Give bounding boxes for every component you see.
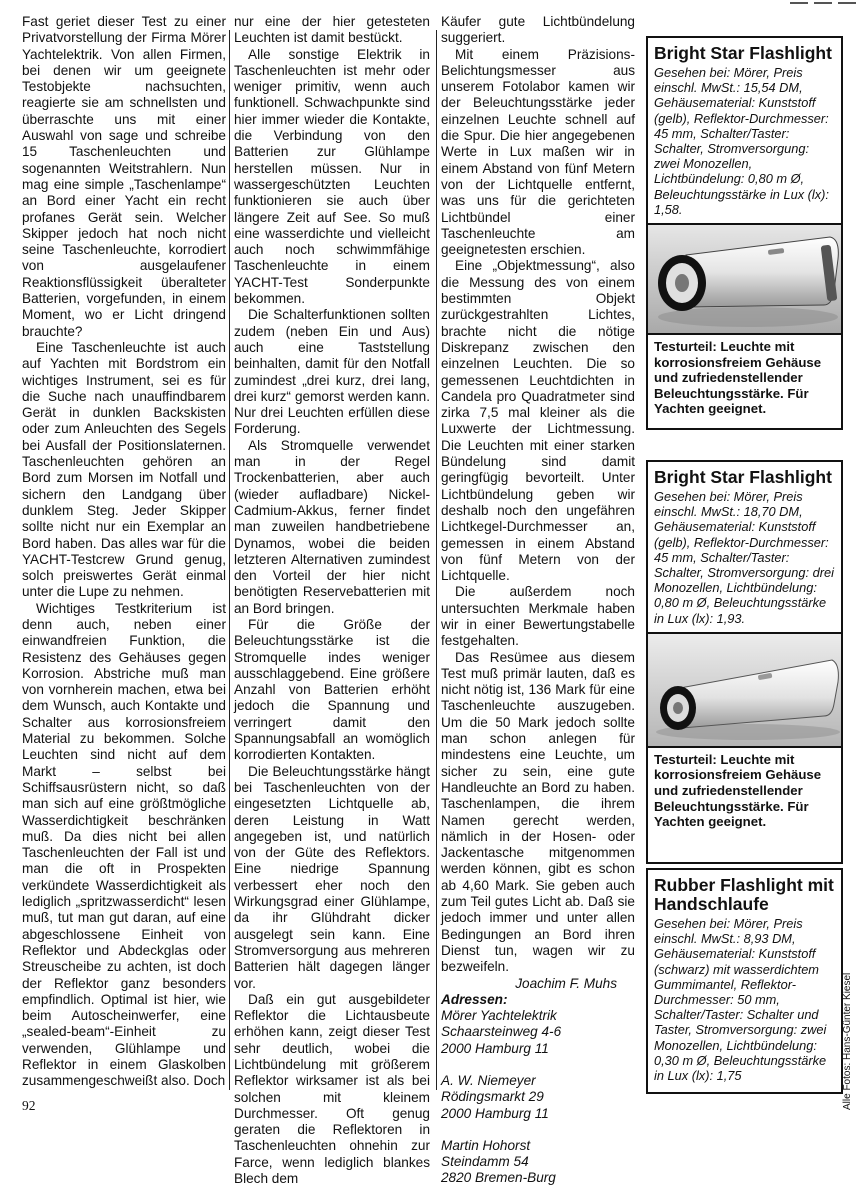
address-line: 2000 Hamburg 11	[441, 1105, 549, 1121]
flashlight-photo	[648, 223, 841, 335]
paragraph: nur eine der hier getesteten Leuchten ist damit bestückt.	[234, 14, 430, 46]
address-line: Schaarsteinweg 4-6	[441, 1024, 562, 1040]
test-verdict: Testurteil: Leuchte mit korrosionsfreiem Gehäuse und zufriedenstellender Beleuchtungsstärke. Für Yachten geeignet.	[654, 339, 822, 417]
address-line: 2820 Bremen-Burg	[441, 1170, 556, 1186]
product-spec: Gesehen bei: Mörer, Preis einschl. MwSt.: 15,54 DM, Gehäusematerial: Kunststoff (gelb), Reflektor-Durchmesser: 45 mm, Schalter/Taster: Schalter, Stromversorgung: zwei Monozellen, Lichtbündelung: 0,80 m Ø, Beleuchtungsstärke in Lux (lx): 1,58.	[654, 65, 829, 217]
author-signature: Joachim F. Muhs	[515, 975, 617, 991]
flashlight-photo	[648, 632, 841, 748]
page-number: 92	[22, 1098, 36, 1113]
address-line: Steindamm 54	[441, 1154, 529, 1170]
paragraph: Wichtiges Testkriterium ist denn auch, neben einer einwandfreien Funktion, die Resistenz des Gehäuses gegen Korrosion. Abstriche muß man von vornherein machen, etwa bei dem Wunsch, auch Kontakte und Schalter aus korrosionsfreiem Material zu bekommen. Solche Leuchten sind nicht auf dem Markt – selbst bei Schiffsausrüstern nicht, so daß man sich auf eine größtmögliche Wasserdichtigkeit beschränken muß. Da dies nicht bei allen Taschenleuchten der Fall ist und man die oft in Prospekten verkündete Wasserdichtigkeit als lediglich „spritzwasserdicht“ lesen muß, tut man gut daran, auf eine abgeschlossene Einheit von Reflektor und Abdeckglas oder Streuscheibe zu achten, ist doch der Reflektor ganz besonders empfindlich. Optimal ist hier, wie beim Autoscheinwerfer, eine „sealed-beam“-Einheit zu verwenden, Glühlampe und Reflektor in einem Glaskolben zusammengeschweißt also. Doch	[22, 600, 226, 1089]
address-line: Martin Hohorst	[441, 1137, 531, 1153]
product-box	[646, 460, 843, 864]
address-line: Rödingsmarkt 29	[441, 1089, 544, 1105]
product-spec: Gesehen bei: Mörer, Preis einschl. MwSt.: 8,93 DM, Gehäusematerial: Kunststoff (schwarz) mit wasserdichtem Gummimantel, Reflektor-Durchmesser: 50 mm, Schalter/Taster: Schalter und Taster, Stromversorgung: zwei Monozellen, Lichtbündelung: 0,30 m Ø, Beleuchtungsstärke in Lux (lx): 1,75	[654, 916, 827, 1084]
product-spec: Gesehen bei: Mörer, Preis einschl. MwSt.: 18,70 DM, Gehäusematerial: Kunststoff (gelb), Reflektor-Durchmesser: 45 mm, Schalter/Taster: Schalter, Stromversorgung: drei Monozellen, Lichtbündelung: 0,80 m Ø, Beleuchtungsstärke in Lux (lx): 1,93.	[654, 489, 834, 626]
address-line: A. W. Niemeyer	[441, 1073, 536, 1088]
photo-credit: Alle Fotos: Hans-Günter Kiesel	[842, 972, 853, 1110]
flashlight-image	[648, 634, 841, 746]
product-box	[646, 868, 843, 1094]
paragraph: Fast geriet dieser Test zu einer Privatvorstellung der Firma Mörer Yachtelektrik. Von allen Firmen, bei denen wir um geeignete Testobjekte nachsuchten, reagierte sie am schnellsten und überraschte uns mit einer Auswahl von sage und schreibe 15 Taschenleuchten und sogenannten Weitstrahlern. Nun mag eine simple „Taschenlampe“ an Bord einer Yacht ein recht profanes Gerät sein. Welcher Skipper jedoch hat noch nicht seine Taschenleuchte, korrodiert von ausgelaufener Reaktionsflüssigkeit überalteter Batterien, vorgefunden, in einem Moment, wo er Licht dringend brauchte?	[22, 14, 226, 339]
address-line: 2000 Hamburg 11	[441, 1040, 549, 1056]
paragraph: Eine „Objektmessung“, also die Messung des von einem bestimmten Objekt zurückgestrahlten Lichtes, brachte nicht die nötige Diskrepanz zwischen den einzelnen Leuchten. Die so gemessenen Leuchtdichten in Candela pro Quadratmeter sind zirka 7,5 mal kleiner als die Luxwerte der Lichtmessung. Die Leuchten mit einer starken Bündelung sind damit geringfügig bevorteilt. Unter Lichtbündelung geben wir deshalb noch den ungefähren Lichtkegel-Durchmesser an, gemessen in einem Abstand von fünf Metern von der Lichtquelle.	[441, 258, 635, 584]
test-verdict: Testurteil: Leuchte mit korrosionsfreiem Gehäuse und zufriedenstellender Beleuchtungsstärke. Für Yachten geeignet.	[654, 751, 822, 830]
text-column-3	[441, 14, 635, 1203]
address-line: Mörer Yachtelektrik	[441, 1008, 557, 1024]
product-title: Bright Star Flashlight	[654, 43, 832, 63]
product-box	[646, 36, 843, 430]
paragraph: Mit einem Präzisions-Belichtungsmesser aus unserem Fotolabor kamen wir der Beleuchtungsstärke jeder einzelnen Leuchte schnell auf die Spur. Die hier angegebenen Werte in Lux maßen wir in einem Abstand von fünf Metern von der Lichtquelle entfernt, was uns für die gerichteten Lichtbündel einer Taschenleuchte am geeignetesten erschien.	[441, 46, 635, 258]
product-title: Rubber Flashlight mit Handschlaufe	[654, 875, 834, 914]
paragraph: Alle sonstige Elektrik in Taschenleuchten ist mehr oder weniger primitiv, wenn auch funktionell. Schwachpunkte sind hier immer wieder die Kontakte, die Verbindung von den Batterien zur Glühlampe herstellen müssen. Nur in wassergeschützten Leuchten funktionieren sie auch über längere Zeit auf See. So muß eine wasserdichte und vielleicht auch noch schwimmfähige Taschenleuchte in einem YACHT-Test Sonderpunkte bekommen.	[234, 46, 430, 307]
text-column-1	[22, 14, 226, 1090]
paragraph: Die außerdem noch untersuchten Merkmale haben wir in einer Bewertungstabelle festgehalten.	[441, 584, 635, 649]
addresses-heading: Adressen:	[441, 991, 508, 1007]
address-block	[441, 1073, 635, 1122]
paragraph: Die Schalterfunktionen sollten zudem (neben Ein und Aus) auch eine Taststellung beinhalten, damit für den Notfall zumindest „drei kurz, drei lang, drei kurz“ gemorst werden kann. Nur drei Leuchten erfüllen diese Forderung.	[234, 307, 430, 437]
paragraph: Käufer gute Lichtbündelung suggeriert.	[441, 14, 635, 46]
product-title: Bright Star Flashlight	[654, 467, 832, 487]
paragraph: Das Resümee aus diesem Test muß primär lauten, daß es nicht nötig ist, 136 Mark für eine Taschenleuchte auszugeben. Um die 50 Mark jedoch sollte man schon anlegen für mindestens eine Leuchte, um sicher zu sein, eine gute Handleuchte an Bord zu haben. Taschenlampen, die ihrem Namen gerecht werden, nämlich in der Hosen- oder Jackentasche mitgenommen werden können, gibt es schon ab 4,60 Mark. Sie geben auch zum Teil gutes Licht ab. Daß sie jedoch immer und unter allen Bedingungen an Bord ihren Dienst tun, wagen wir zu bezweifeln.	[441, 649, 635, 975]
paragraph: Daß ein gut ausgebildeter Reflektor die Lichtausbeute erhöhen kann, zeigt dieser Test sehr deutlich, wobei die Lichtbündelung mit größerem Reflektor wirksamer ist als bei solchen mit kleinem Durchmesser. Oft genug geraten die Reflektoren in Taschenleuchten ohnehin zur Farce, wenn lediglich blankes Blech dem	[234, 991, 430, 1187]
paragraph: Als Stromquelle verwendet man in der Regel Trockenbatterien, aber auch (wieder aufladbare) Nickel-Cadmium-Akkus, ferner findet man zuweilen handbetriebene Dynamos, wobei die beiden letzteren Alternativen zumindest den Vorteil der hier nicht benötigten Reservebatterien mit an Bord bringen.	[234, 437, 430, 616]
paragraph: Eine Taschenleuchte ist auch auf Yachten mit Bordstrom ein wichtiges Instrument, sei es für die Suche nach unauffindbarem Gerät in dunklen Backskisten oder zum Anleuchten des Segels bei Ausfall der Positionslaternen. Taschenleuchten gehören an Bord zum Morsen im Notfall und sichern den Landgang über dunklem Steg. Jeder Skipper sollte nicht nur ein Exemplar an Bord haben. Das alles war für die YACHT-Testcrew Grund genug, solch preiswertes Gerät einmal unter die Lupe zu nehmen.	[22, 339, 226, 600]
paragraph: Die Beleuchtungsstärke hängt bei Taschenleuchten von der eingesetzten Lichtquelle ab, deren Leistung in Watt angegeben ist, und natürlich von der Güte des Reflektors. Eine niedrige Spannung verbessert eher noch den Wirkungsgrad einer Glühlampe, da ihr Glühdraht dicker ausgelegt sein kann. Eine Stromversorgung aus mehreren Batterien hält dagegen länger vor.	[234, 763, 430, 991]
column-divider	[436, 30, 437, 1090]
paragraph: Für die Größe der Beleuchtungsstärke ist die Stromquelle indes weniger ausschlaggebend. Eine größere Anzahl von Batterien erhöht jedoch die Spannung und verringert damit den Spannungsabfall an womöglich korrodierten Kontakten.	[234, 616, 430, 763]
flashlight-image	[648, 225, 841, 333]
address-block	[441, 1008, 635, 1057]
text-column-2	[234, 14, 430, 1187]
page-corner-mark	[790, 2, 860, 4]
column-divider	[229, 30, 230, 1090]
address-block	[441, 1138, 635, 1187]
